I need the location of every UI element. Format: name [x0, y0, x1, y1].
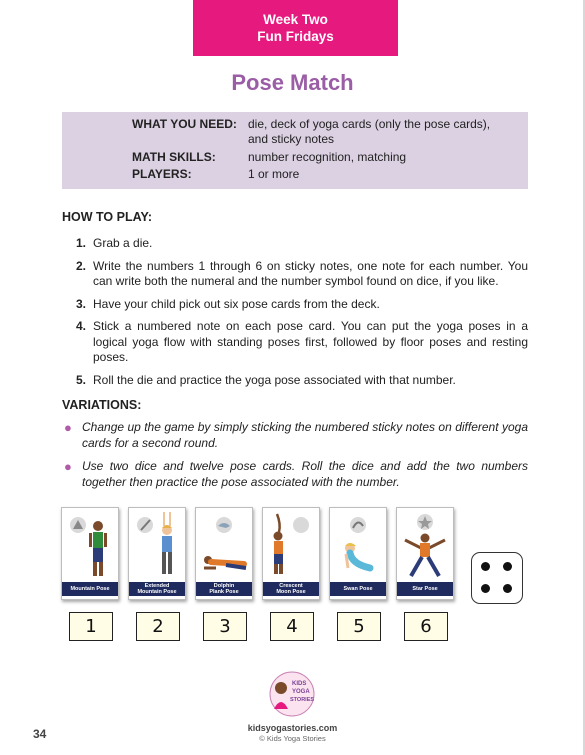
svg-text:YOGA: YOGA [292, 689, 310, 695]
info-key: WHAT YOU NEED: [132, 117, 237, 131]
bullet-icon: ● [64, 459, 72, 474]
info-value: die, deck of yoga cards (only the pose cards), and sticky notes [248, 117, 491, 146]
step-number: 5. [75, 372, 86, 387]
sticky-note-number: 2 [136, 612, 180, 641]
variations-heading: VARIATIONS: [62, 398, 142, 412]
step-number: 4. [75, 319, 86, 333]
variations-list [62, 420, 528, 498]
page-title: Pose Match [231, 70, 354, 95]
page-number: 34 [33, 727, 47, 741]
info-key: PLAYERS: [132, 167, 192, 181]
footer-url: kidsyogastories.com [247, 723, 338, 733]
step-text: Write the numbers 1 through 6 on sticky notes, one note for each number. You can write both the numeral and the number symbol found on dice, if you like. [93, 258, 528, 288]
list-item [62, 297, 528, 313]
card-label: Extended Mountain Pose [129, 582, 185, 596]
list-item [62, 319, 528, 366]
step-text: Stick a numbered note on each pose card. You can put the yoga poses in a logical yoga flow with standing poses first, followed by floor poses and resting poses. [93, 319, 528, 364]
dolphin-plank-pose-illustration [196, 508, 252, 582]
sticky-note-number: 4 [270, 612, 314, 641]
variation-text: Change up the game by simply sticking the numbered sticky notes on different yoga cards for a second round. [82, 420, 528, 450]
swan-pose-illustration [330, 508, 386, 582]
die-pip [503, 562, 512, 571]
list-item [62, 420, 528, 451]
info-key: MATH SKILLS: [132, 150, 216, 164]
list-item [62, 373, 528, 389]
sticky-note-number: 3 [203, 612, 247, 641]
card-label: Dolphin Plank Pose [196, 582, 252, 596]
kids-yoga-stories-logo [265, 671, 319, 717]
svg-text:KIDS: KIDS [292, 681, 307, 687]
variation-text: Use two dice and twelve pose cards. Roll the dice and add the two numbers together then practice the pose associated with the number. [82, 459, 528, 489]
card-label: Mountain Pose [62, 582, 118, 596]
list-item [62, 236, 528, 252]
pose-card-star [396, 507, 454, 600]
die-pip [481, 562, 490, 571]
footer-copyright: © Kids Yoga Stories [259, 734, 326, 743]
die-pip [503, 584, 512, 593]
card-label: Crescent Moon Pose [263, 582, 319, 596]
sticky-note-number: 1 [69, 612, 113, 641]
step-number: 1. [75, 236, 86, 250]
info-row-skills [132, 150, 498, 165]
svg-text:STORIES: STORIES [290, 697, 315, 703]
info-value: 1 or more [248, 167, 300, 181]
sticky-note-number: 6 [404, 612, 448, 641]
mountain-pose-illustration [62, 508, 118, 582]
card-label: Star Pose [397, 582, 453, 596]
week-banner [193, 0, 398, 56]
sticky-note-number: 5 [337, 612, 381, 641]
pose-card-dolphin-plank [195, 507, 253, 600]
pose-card-swan [329, 507, 387, 600]
pose-card-mountain [61, 507, 119, 600]
info-box [62, 112, 528, 189]
steps-list [62, 236, 528, 395]
step-text: Grab a die. [93, 236, 153, 250]
die-pip [481, 584, 490, 593]
step-text: Have your child pick out six pose cards from the deck. [93, 296, 380, 311]
info-row-players [132, 167, 498, 182]
crescent-moon-pose-illustration [263, 508, 319, 582]
die-icon [471, 552, 523, 604]
list-item [62, 459, 528, 490]
step-text: Roll the die and practice the yoga pose associated with that number. [93, 372, 456, 387]
step-number: 3. [75, 296, 86, 311]
banner-day: Fun Fridays [257, 29, 334, 44]
info-row-need [132, 117, 498, 146]
step-number: 2. [75, 258, 86, 273]
card-label: Swan Pose [330, 582, 386, 596]
list-item [62, 259, 528, 290]
how-to-play-heading: HOW TO PLAY: [62, 210, 153, 224]
bullet-icon: ● [64, 420, 72, 435]
pose-card-extended-mountain [128, 507, 186, 600]
banner-week: Week Two [263, 12, 328, 27]
extended-mountain-pose-illustration [129, 508, 185, 582]
star-pose-illustration [397, 508, 453, 582]
pose-card-crescent-moon [262, 507, 320, 600]
info-value: number recognition, matching [248, 150, 407, 164]
